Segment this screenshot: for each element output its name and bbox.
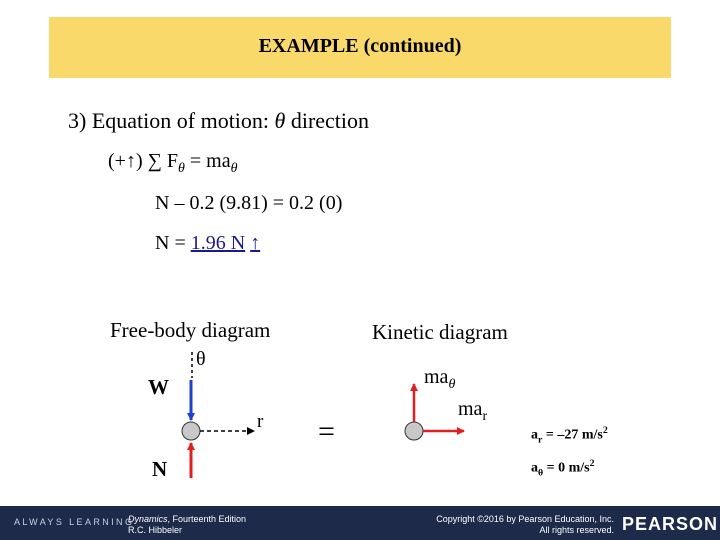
free-body-diagram bbox=[182, 352, 254, 478]
at-exponent: 2 bbox=[589, 458, 595, 469]
mass-accel-subscript: θ bbox=[230, 161, 238, 176]
sign-open: (+ bbox=[108, 150, 126, 172]
copyright-line-2: All rights reserved. bbox=[539, 525, 614, 535]
ar-value: = –27 m/s bbox=[542, 427, 603, 443]
normal-force-label: N bbox=[152, 457, 168, 481]
sum-symbol: ∑ bbox=[147, 150, 162, 172]
result-value: 1.96 N bbox=[190, 232, 246, 254]
ma-r-label bbox=[458, 398, 487, 425]
slide-title: EXAMPLE (continued) bbox=[258, 35, 462, 57]
ar-exponent: 2 bbox=[602, 425, 608, 436]
transverse-acceleration bbox=[531, 458, 595, 478]
copyright-line-1: Copyright ©2016 by Pearson Education, Inc. bbox=[436, 514, 614, 524]
result-up-arrow-icon: ↑ bbox=[250, 232, 261, 254]
force-term: F bbox=[161, 150, 179, 172]
fbd-theta-label: θ bbox=[196, 348, 206, 370]
at-symbol: a bbox=[531, 460, 538, 476]
book-edition: , Fourteenth Edition bbox=[167, 514, 247, 524]
at-subscript: θ bbox=[538, 467, 544, 479]
ar-symbol: a bbox=[531, 427, 538, 443]
at-value: = 0 m/s bbox=[543, 460, 590, 476]
particle-circle bbox=[182, 422, 200, 440]
book-info bbox=[128, 514, 246, 536]
ar-subscript: r bbox=[538, 434, 543, 446]
book-author: R.C. Hibbeler bbox=[128, 525, 183, 535]
kinetic-diagram-label: Kinetic diagram bbox=[372, 320, 508, 344]
brand-tagline: ALWAYS LEARNING bbox=[14, 517, 135, 527]
up-arrow-icon: ↑ bbox=[125, 150, 136, 172]
result-prefix: N = bbox=[155, 232, 191, 254]
book-title: Dynamics bbox=[128, 514, 168, 524]
mass-accel-term: = ma bbox=[184, 150, 231, 172]
radial-label: r bbox=[257, 411, 264, 432]
step-suffix: direction bbox=[285, 108, 370, 133]
kinetic-particle-circle bbox=[405, 422, 423, 440]
publisher-logo: PEARSON bbox=[622, 514, 719, 534]
free-body-diagram-label: Free-body diagram bbox=[110, 318, 271, 342]
theta-symbol: θ bbox=[274, 108, 286, 133]
radial-acceleration bbox=[531, 425, 608, 445]
ma-r-subscript: r bbox=[482, 409, 488, 424]
ma-r-text: ma bbox=[458, 398, 483, 420]
ma-theta-label bbox=[424, 366, 455, 393]
copyright-notice bbox=[398, 514, 614, 536]
weight-label: W bbox=[148, 375, 169, 399]
equals-sign: = bbox=[318, 415, 335, 448]
ma-theta-text: ma bbox=[424, 366, 449, 388]
sign-close: ) bbox=[135, 150, 148, 172]
step-text: 3) Equation of motion: bbox=[68, 108, 275, 133]
ma-theta-subscript: θ bbox=[448, 377, 456, 392]
substitution-line: N – 0.2 (9.81) = 0.2 (0) bbox=[155, 192, 343, 214]
force-subscript: θ bbox=[178, 161, 185, 176]
